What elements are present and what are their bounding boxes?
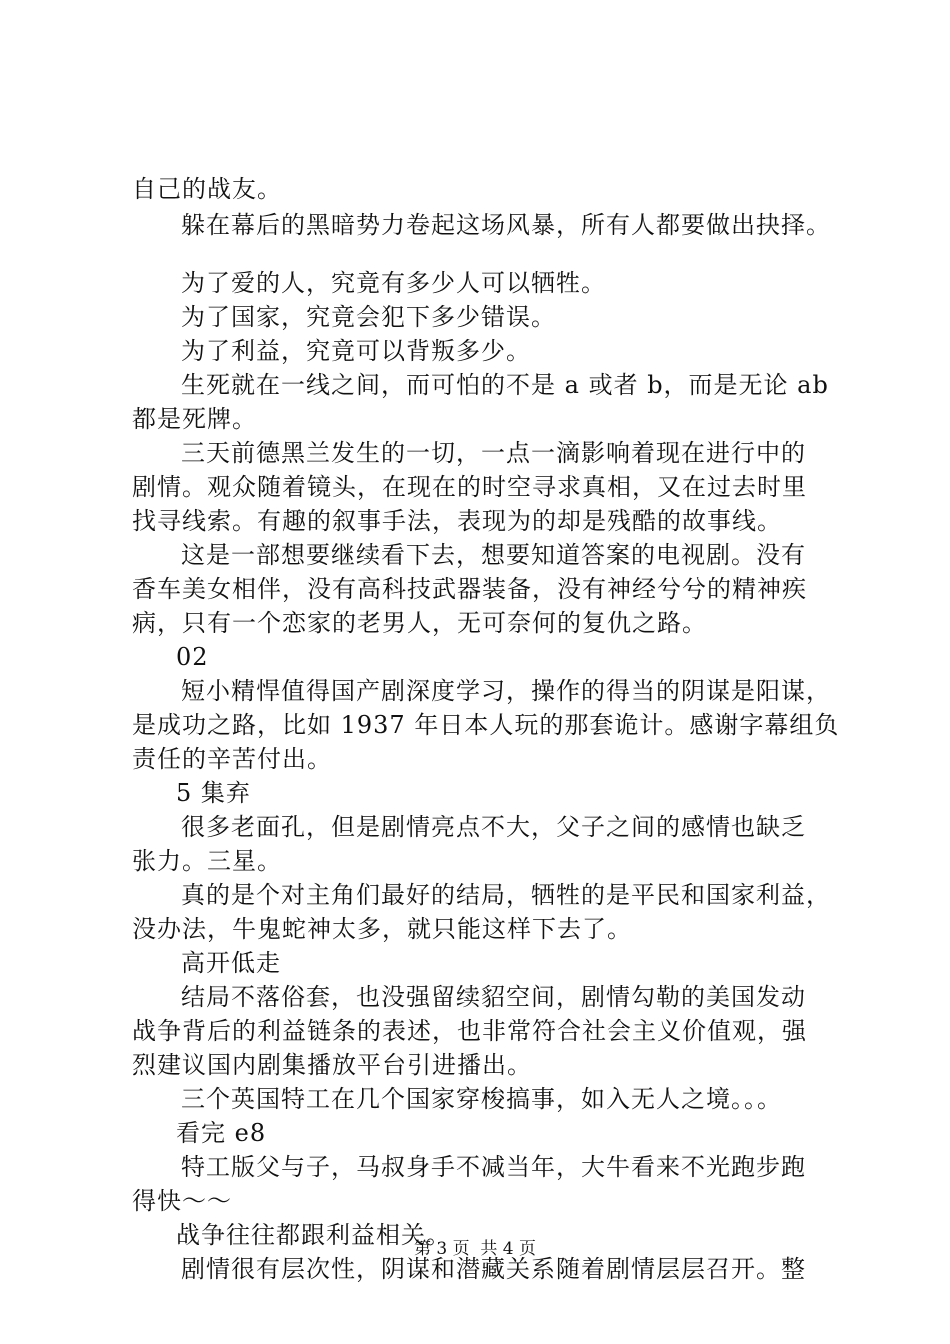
text-line: 为了国家，究竟会犯下多少错误。: [181, 303, 556, 331]
text-line: 高开低走: [181, 949, 281, 977]
text-line: 张力。三星。: [132, 847, 282, 875]
text-line: 战争背后的利益链条的表述，也非常符合社会主义价值观，强: [132, 1017, 807, 1045]
text-line: 这是一部想要继续看下去，想要知道答案的电视剧。没有: [181, 541, 806, 569]
text-line: 找寻线索。有趣的叙事手法，表现为的却是残酷的故事线。: [132, 507, 782, 535]
text-line: 短小精悍值得国产剧深度学习，操作的得当的阴谋是阳谋，: [181, 677, 831, 705]
text-line: 都是死牌。: [132, 405, 257, 433]
text-line: 烈建议国内剧集播放平台引进播出。: [132, 1051, 532, 1079]
text-line: 自己的战友。: [132, 175, 282, 203]
text-line: 得快～～: [132, 1187, 232, 1215]
text-line: 为了利益，究竟可以背叛多少。: [181, 337, 531, 365]
text-line: 真的是个对主角们最好的结局，牺牲的是平民和国家利益，: [181, 881, 831, 909]
text-line: 香车美女相伴，没有高科技武器装备，没有神经兮兮的精神疾: [132, 575, 807, 603]
text-line: 病，只有一个恋家的老男人，无可奈何的复仇之路。: [132, 609, 707, 637]
text-line: 战争往往都跟利益相关。: [176, 1221, 451, 1249]
text-line: 躲在幕后的黑暗势力卷起这场风暴，所有人都要做出抉择。: [181, 211, 831, 239]
text-line: 结局不落俗套，也没强留续貂空间，剧情勾勒的美国发动: [181, 983, 806, 1011]
text-line: 剧情很有层次性，阴谋和潜藏关系随着剧情层层召开。整: [181, 1255, 806, 1283]
text-line: 为了爱的人，究竟有多少人可以牺牲。: [181, 269, 606, 297]
text-line: 责任的辛苦付出。: [132, 745, 332, 773]
page-number-label: 第 3 页 共 4 页: [413, 1239, 537, 1259]
text-line: 特工版父与子，马叔身手不减当年，大牛看来不光跑步跑: [181, 1153, 806, 1181]
text-line: 看完 e8: [176, 1119, 267, 1147]
text-line: 剧情。观众随着镜头，在现在的时空寻求真相，又在过去时里: [132, 473, 807, 501]
text-line: 02: [176, 643, 209, 671]
text-line: 是成功之路，比如 1937 年日本人玩的那套诡计。感谢字幕组负: [132, 711, 840, 739]
text-line: 没办法，牛鬼蛇神太多，就只能这样下去了。: [132, 915, 632, 943]
page-footer: [0, 1237, 950, 1261]
text-line: 5 集弃: [176, 779, 251, 807]
text-line: 很多老面孔，但是剧情亮点不大，父子之间的感情也缺乏: [181, 813, 806, 841]
text-line: 生死就在一线之间，而可怕的不是 a 或者 b，而是无论 ab: [181, 371, 829, 399]
text-line: 三个英国特工在几个国家穿梭搞事，如入无人之境。。。: [181, 1085, 782, 1113]
text-line: 三天前德黑兰发生的一切，一点一滴影响着现在进行中的: [181, 439, 806, 467]
